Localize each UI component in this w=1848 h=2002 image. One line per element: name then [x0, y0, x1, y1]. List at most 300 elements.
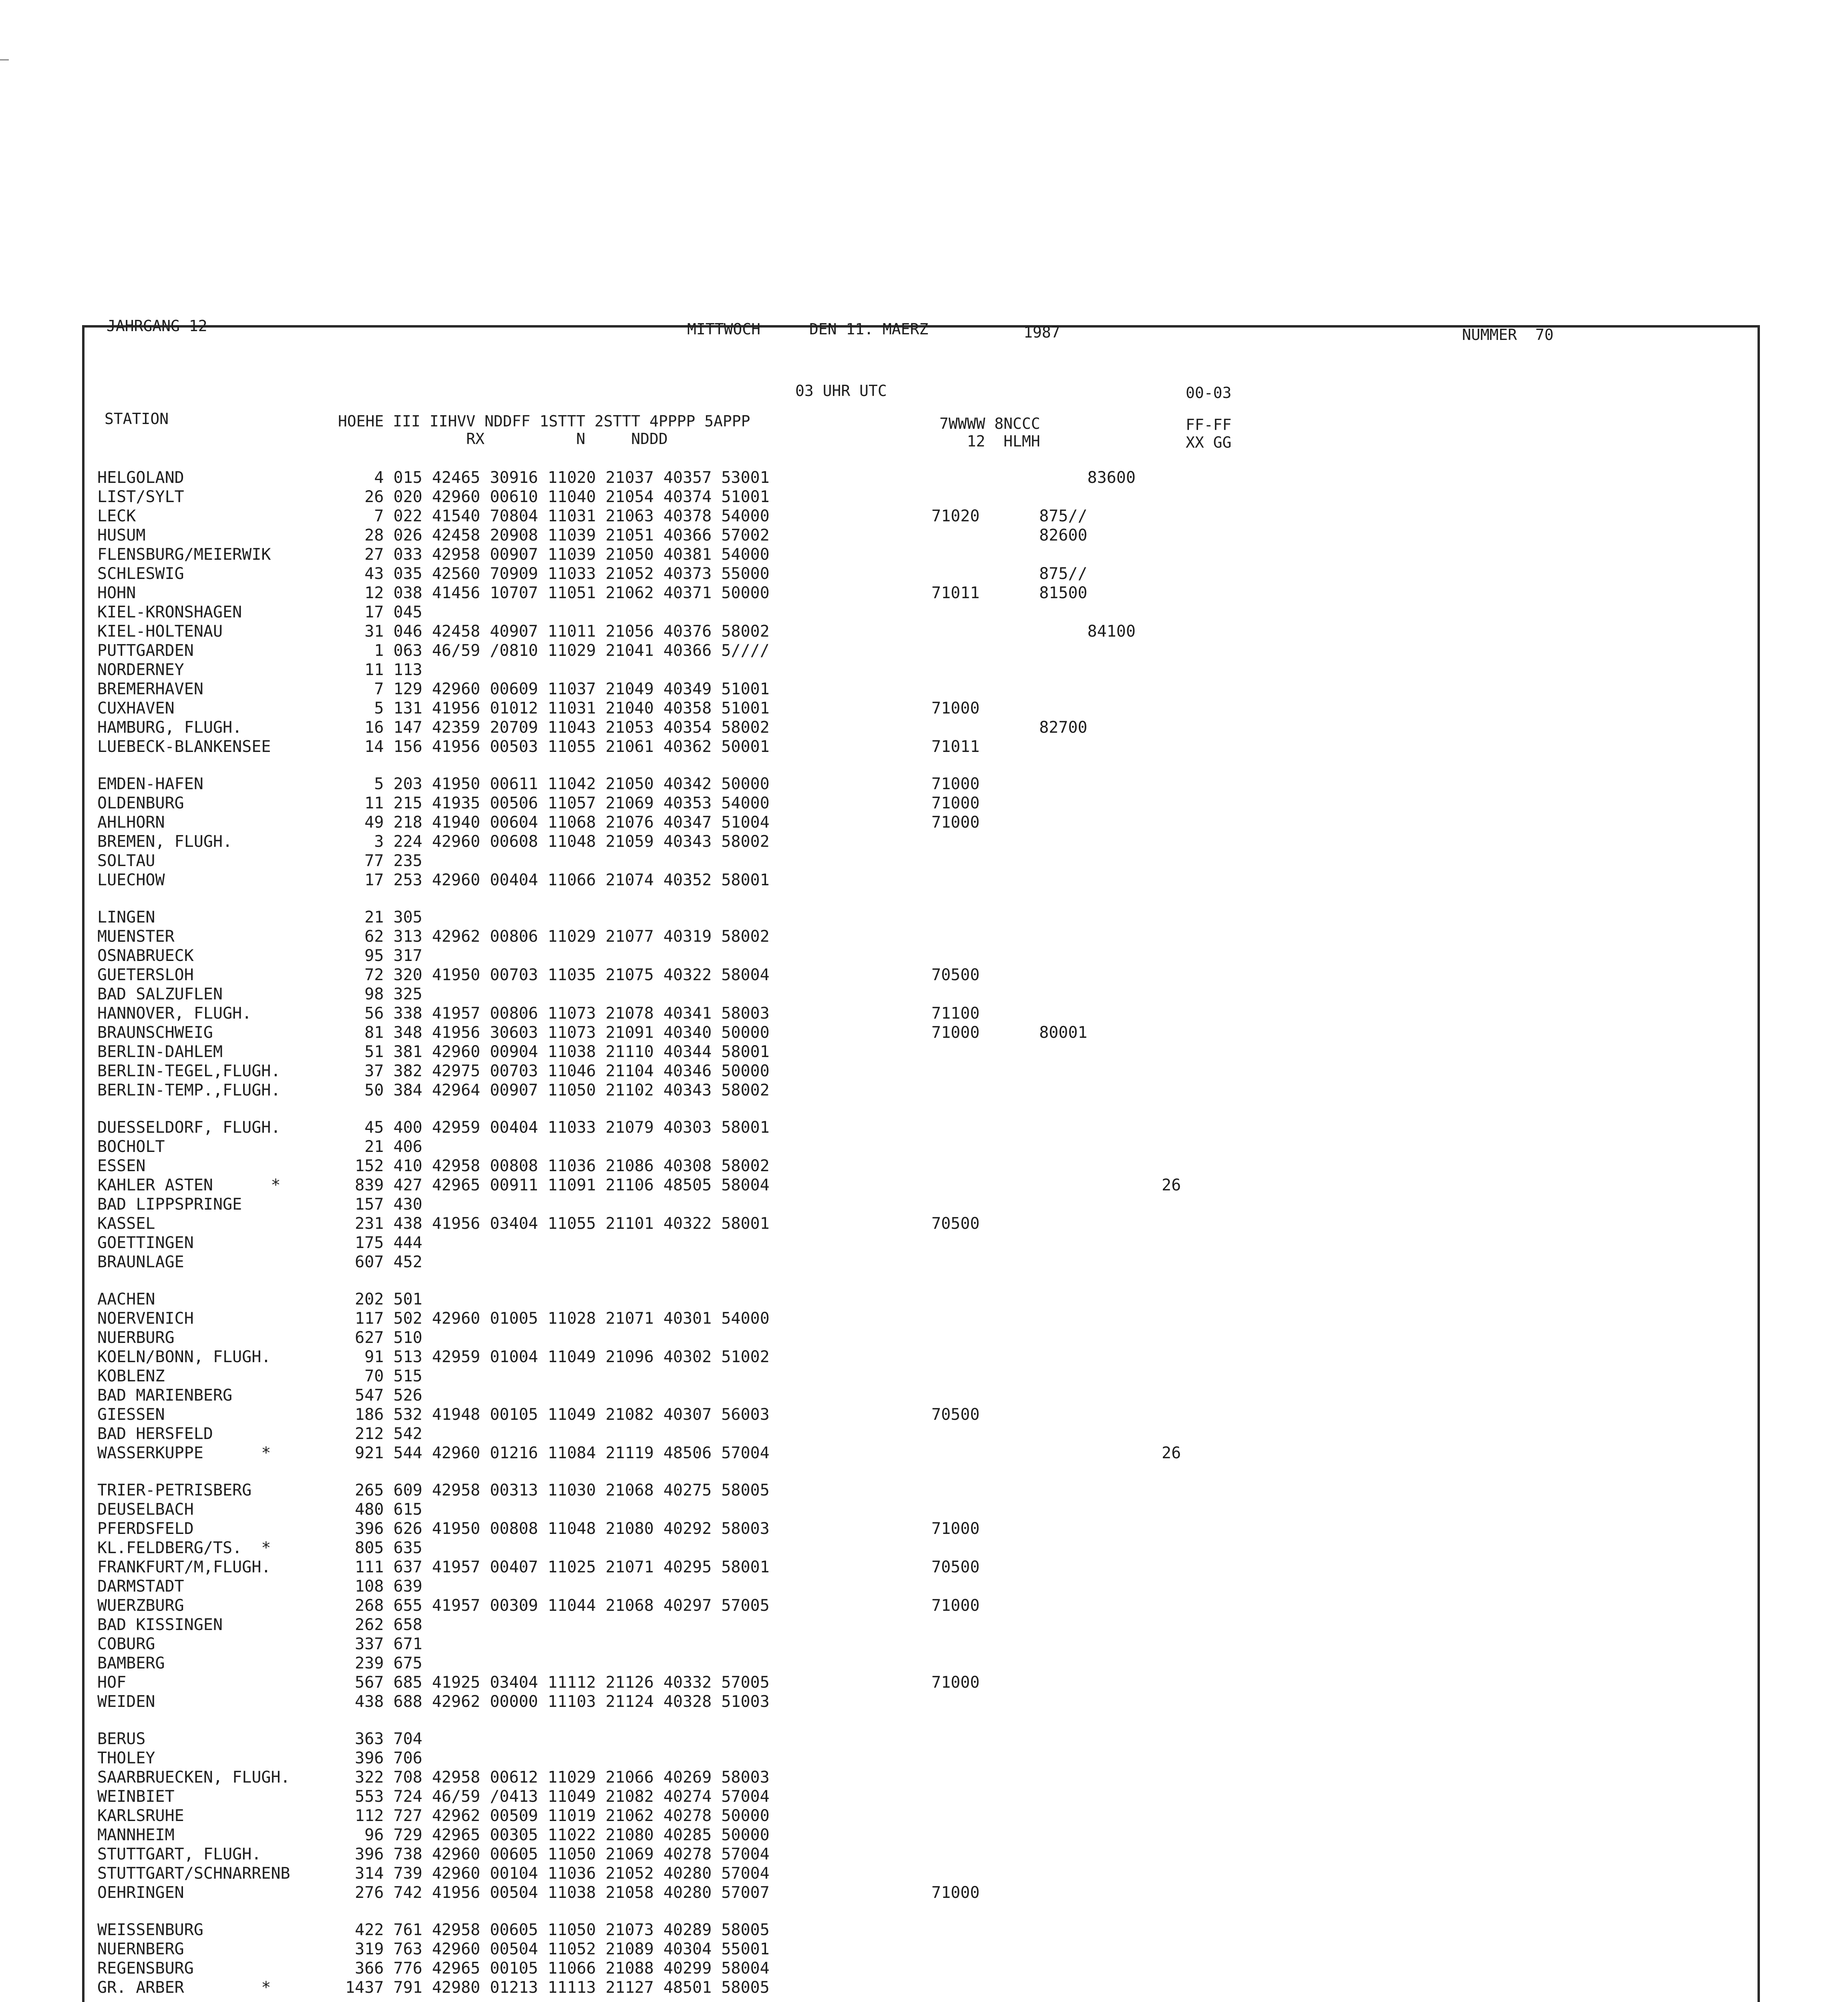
weather-group — [931, 1538, 979, 1558]
gust-value — [1162, 468, 1210, 487]
weather-group — [931, 468, 979, 487]
weather-group — [931, 1233, 979, 1252]
cloud-group — [1030, 851, 1136, 870]
station-values: 1437 791 42980 01213 11113 21127 48501 58005 — [336, 1978, 770, 1997]
gust-value — [1162, 1825, 1210, 1845]
group-spacer — [336, 1272, 770, 1290]
group-spacer — [97, 1997, 290, 2002]
weather-group: 71020 — [931, 507, 980, 525]
station-values: 95 317 — [336, 947, 422, 965]
station-values: 231 438 41956 03404 11055 21101 40322 58001 — [336, 1214, 770, 1233]
station-name: BRAUNSCHWEIG — [97, 1023, 213, 1042]
station-name: NUERBURG — [97, 1329, 175, 1347]
station-name: SAARBRUECKEN, FLUGH. — [97, 1768, 290, 1787]
cloud-group: 875// — [1030, 565, 1088, 583]
station-values: 322 708 42958 00612 11029 21066 40269 58003 — [336, 1768, 770, 1787]
group-spacer — [1162, 1272, 1210, 1290]
station-name: BREMEN, FLUGH. — [97, 832, 233, 851]
cloud-group — [1030, 1405, 1136, 1424]
gust-value — [1162, 1864, 1210, 1883]
station-values: 108 639 — [336, 1577, 422, 1596]
cloud-group — [1030, 1519, 1136, 1538]
station-values: 152 410 42958 00808 11036 21086 40308 58002 — [336, 1157, 770, 1175]
station-values: 1 063 46/59 /0810 11029 21041 40366 5//// — [336, 641, 770, 660]
cloud-group — [1030, 1481, 1136, 1500]
weather-group — [931, 1634, 979, 1654]
group-spacer — [1030, 1100, 1136, 1118]
gust-value — [1162, 774, 1210, 794]
station-values: 438 688 42962 00000 11103 21124 40328 51003 — [336, 1692, 770, 1711]
jahrgang-label: JAHRGANG 12 — [107, 317, 207, 335]
weather-group: 70500 — [931, 966, 980, 984]
cloud-group — [1030, 1290, 1136, 1309]
weather-group — [931, 1118, 979, 1137]
cloud-group — [1030, 1061, 1136, 1081]
cloud-group — [1030, 1615, 1136, 1634]
gust-value — [1162, 1768, 1210, 1787]
station-values: 27 033 42958 00907 11039 21050 40381 54000 — [336, 545, 770, 564]
gust-value — [1162, 1692, 1210, 1711]
cloud-group — [1030, 1118, 1136, 1137]
weather-group — [931, 927, 979, 946]
station-values: 26 020 42960 00610 11040 21054 40374 51001 — [336, 488, 770, 506]
cloud-group — [1030, 1347, 1136, 1367]
station-values: 56 338 41957 00806 11073 21078 40341 58003 — [336, 1004, 770, 1023]
column-header-group7: 7WWWW 8NCCC — [939, 415, 1040, 432]
gust-value — [1162, 927, 1210, 946]
weather-group — [931, 1347, 979, 1367]
weather-group — [931, 1443, 979, 1463]
station-values: 50 384 42964 00907 11050 21102 40343 58002 — [336, 1081, 770, 1099]
group-spacer — [1162, 890, 1210, 908]
weather-group — [931, 603, 979, 622]
station-name: LINGEN — [97, 908, 155, 927]
gust-value — [1162, 1137, 1210, 1156]
gust-value — [1162, 1252, 1210, 1272]
group-spacer — [336, 1463, 770, 1481]
station-values: 111 637 41957 00407 11025 21071 40295 58001 — [336, 1558, 770, 1576]
station-values: 21 305 — [336, 908, 422, 927]
weather-group — [931, 487, 979, 507]
cloud-group — [1030, 1424, 1136, 1443]
station-name: LUECHOW — [97, 871, 165, 889]
station-name: TRIER-PETRISBERG — [97, 1481, 252, 1499]
cloud-group — [1030, 1673, 1136, 1692]
weather-group — [931, 679, 979, 699]
station-name: MUENSTER — [97, 927, 175, 946]
station-values: 7 129 42960 00609 11037 21049 40349 51001 — [336, 680, 770, 698]
gust-value — [1162, 1195, 1210, 1214]
station-values: 314 739 42960 00104 11036 21052 40280 57004 — [336, 1864, 770, 1883]
group-spacer — [931, 1902, 979, 1920]
station-name: DUESSELDORF, FLUGH. — [97, 1118, 281, 1137]
gust-value — [1162, 1214, 1210, 1233]
station-name: PUTTGARDEN — [97, 641, 194, 660]
column-header-ff: FF-FF — [1186, 416, 1232, 434]
gust-value — [1162, 1424, 1210, 1443]
weekday-label: MITTWOCH — [687, 320, 761, 338]
synop-data-column — [336, 468, 770, 2002]
column-header-main-sub: RX N NDDD — [338, 430, 668, 448]
cloud-group — [1030, 1920, 1136, 1940]
station-values: 202 501 — [336, 1290, 422, 1309]
gust-value — [1162, 1081, 1210, 1100]
station-name: HUSUM — [97, 526, 146, 545]
station-values: 547 526 — [336, 1386, 422, 1405]
weather-group — [931, 1787, 979, 1806]
weather-group — [931, 526, 979, 545]
group-spacer — [1030, 1272, 1136, 1290]
gust-value — [1162, 1405, 1210, 1424]
station-name: GUETERSLOH — [97, 966, 194, 984]
group-spacer — [1162, 1711, 1210, 1729]
gust-value — [1162, 603, 1210, 622]
cloud-group — [1030, 985, 1136, 1004]
weather-group — [931, 1806, 979, 1825]
gust-value — [1162, 1978, 1210, 1997]
weather-group — [931, 1729, 979, 1749]
weather-group — [931, 985, 979, 1004]
weather-group: 71000 — [931, 1023, 980, 1042]
group-spacer — [97, 890, 290, 908]
wind-range: 00-03 — [1186, 384, 1232, 402]
weather-group — [931, 1692, 979, 1711]
station-name: NUERNBERG — [97, 1940, 184, 1958]
cloud-group — [1030, 1328, 1136, 1347]
cloud-group — [1030, 813, 1136, 832]
weather-group — [931, 1749, 979, 1768]
station-values: 17 253 42960 00404 11066 21074 40352 58001 — [336, 871, 770, 889]
weather-group — [931, 908, 979, 927]
station-values: 265 609 42958 00313 11030 21068 40275 58005 — [336, 1481, 770, 1499]
gust-value — [1162, 1233, 1210, 1252]
station-name: BOCHOLT — [97, 1138, 165, 1156]
weather-group — [931, 660, 979, 679]
cloud-group — [1030, 1176, 1136, 1195]
station-name: KOBLENZ — [97, 1367, 165, 1385]
station-name: KARLSRUHE — [97, 1807, 184, 1825]
station-name: WUERZBURG — [97, 1596, 184, 1615]
weather-group — [931, 1615, 979, 1634]
weather-group — [931, 1864, 979, 1883]
gust-value — [1162, 1634, 1210, 1654]
weather-group — [931, 1386, 979, 1405]
cloud-group — [1030, 641, 1136, 660]
cloud-group — [1030, 870, 1136, 890]
station-values: 77 235 — [336, 852, 422, 870]
station-values: 4 015 42465 30916 11020 21037 40357 53001 — [336, 468, 770, 487]
gust-value — [1162, 679, 1210, 699]
station-name: HOHN — [97, 584, 136, 602]
group-spacer — [97, 1902, 290, 1920]
station-name: HELGOLAND — [97, 468, 184, 487]
cloud-group — [1030, 1042, 1136, 1061]
station-values: 28 026 42458 20908 11039 21051 40366 57002 — [336, 526, 770, 545]
cloud-group: 83600 — [1030, 468, 1136, 487]
station-values: 480 615 — [336, 1500, 422, 1519]
group-spacer — [1162, 1463, 1210, 1481]
station-values: 607 452 — [336, 1253, 422, 1271]
weather-group — [931, 1061, 979, 1081]
cloud-group — [1030, 1137, 1136, 1156]
station-values: 72 320 41950 00703 11035 21075 40322 58004 — [336, 966, 770, 984]
station-name: BERUS — [97, 1730, 146, 1748]
gust-value — [1162, 1500, 1210, 1519]
station-values: 337 671 — [336, 1635, 422, 1653]
cloud-group — [1030, 1386, 1136, 1405]
group-spacer — [1030, 756, 1136, 774]
group-spacer — [1030, 1902, 1136, 1920]
cloud-group — [1030, 1081, 1136, 1100]
station-name: WASSERKUPPE * — [97, 1444, 271, 1462]
gust-value — [1162, 1290, 1210, 1309]
weather-group: 70500 — [931, 1214, 980, 1233]
weather-group — [931, 832, 979, 851]
cloud-group — [1030, 1500, 1136, 1519]
station-values: 11 113 — [336, 661, 422, 679]
station-name: CUXHAVEN — [97, 699, 175, 718]
station-name: DARMSTADT — [97, 1577, 184, 1596]
station-values: 157 430 — [336, 1195, 422, 1214]
cloud-group: 875// — [1030, 507, 1088, 525]
group-spacer — [1162, 1100, 1210, 1118]
gust-value — [1162, 1749, 1210, 1768]
gust-value — [1162, 737, 1210, 756]
weather-group: 71000 — [931, 1520, 980, 1538]
cloud-group — [1030, 603, 1136, 622]
station-name: BAMBERG — [97, 1654, 165, 1672]
column-header-group7-sub: 12 HLMH — [939, 432, 1040, 450]
cloud-group: 82600 — [1030, 526, 1088, 545]
station-name: KL.FELDBERG/TS. * — [97, 1539, 271, 1557]
cloud-group — [1030, 1806, 1136, 1825]
weather-group — [931, 1768, 979, 1787]
cloud-group — [1030, 1538, 1136, 1558]
station-name: HAMBURG, FLUGH. — [97, 718, 242, 737]
gust-value — [1162, 660, 1210, 679]
cloud-group — [1030, 1959, 1136, 1978]
observation-time: 03 UHR UTC — [795, 382, 887, 400]
group-spacer — [931, 1463, 979, 1481]
gust-value — [1162, 1519, 1210, 1538]
station-name: BAD KISSINGEN — [97, 1616, 223, 1634]
station-name: LIST/SYLT — [97, 488, 184, 506]
weather-group: 71000 — [931, 1883, 980, 1902]
gust-value — [1162, 1883, 1210, 1902]
station-name: KOELN/BONN, FLUGH. — [97, 1348, 271, 1366]
cloud-group — [1030, 487, 1136, 507]
station-name: OSNABRUECK — [97, 947, 194, 965]
issue-number: NUMMER 70 — [1462, 326, 1554, 344]
gust-column — [1162, 468, 1210, 2002]
station-values: 96 729 42965 00305 11022 21080 40285 50000 — [336, 1826, 770, 1844]
group-spacer — [336, 1711, 770, 1729]
cloud-group — [1030, 1729, 1136, 1749]
station-values: 51 381 42960 00904 11038 21110 40344 58001 — [336, 1043, 770, 1061]
cloud-group — [1030, 660, 1136, 679]
station-name: GOETTINGEN — [97, 1234, 194, 1252]
station-values: 17 045 — [336, 603, 422, 621]
cloud-group: 84100 — [1030, 622, 1136, 641]
gust-value — [1162, 526, 1210, 545]
cloud-group — [1030, 1367, 1136, 1386]
cloud-group — [1030, 1309, 1136, 1328]
weather-group — [931, 1424, 979, 1443]
weather-group: 71000 — [931, 1596, 980, 1615]
year-label: 1987 — [1024, 324, 1060, 341]
weather-group-column — [931, 468, 979, 2002]
gust-value — [1162, 946, 1210, 965]
gust-value — [1162, 1042, 1210, 1061]
cloud-group — [1030, 1233, 1136, 1252]
station-values: 627 510 — [336, 1329, 422, 1347]
station-values: 319 763 42960 00504 11052 21089 40304 55001 — [336, 1940, 770, 1958]
weather-group — [931, 1290, 979, 1309]
cloud-group — [1030, 1825, 1136, 1845]
cloud-group — [1030, 1596, 1136, 1615]
station-name: WEIDEN — [97, 1692, 155, 1711]
station-name: NOERVENICH — [97, 1309, 194, 1328]
cloud-group — [1030, 1634, 1136, 1654]
station-name: KIEL-KRONSHAGEN — [97, 603, 242, 621]
cloud-group — [1030, 1558, 1136, 1577]
station-values: 12 038 41456 10707 11051 21062 40371 50000 — [336, 584, 770, 602]
station-values: 16 147 42359 20709 11043 21053 40354 58002 — [336, 718, 770, 737]
cloud-group — [1030, 908, 1136, 927]
group-spacer — [97, 756, 290, 774]
gust-value — [1162, 1386, 1210, 1405]
gust-value — [1162, 1845, 1210, 1864]
gust-value: 26 — [1162, 1444, 1181, 1462]
weather-group — [931, 851, 979, 870]
weather-group — [931, 1825, 979, 1845]
gust-value — [1162, 1004, 1210, 1023]
station-name: BREMERHAVEN — [97, 680, 203, 698]
station-name: BERLIN-DAHLEM — [97, 1043, 223, 1061]
gust-value — [1162, 583, 1210, 603]
weather-group — [931, 1176, 979, 1195]
cloud-group — [1030, 1577, 1136, 1596]
gust-value — [1162, 1118, 1210, 1137]
cloud-group — [1030, 699, 1136, 718]
station-name: KAHLER ASTEN * — [97, 1176, 281, 1194]
gust-value — [1162, 622, 1210, 641]
station-values: 567 685 41925 03404 11112 21126 40332 57005 — [336, 1673, 770, 1692]
station-values: 276 742 41956 00504 11038 21058 40280 57007 — [336, 1883, 770, 1902]
group-spacer — [1162, 1902, 1210, 1920]
station-values: 805 635 — [336, 1539, 422, 1557]
gust-value — [1162, 1959, 1210, 1978]
station-name: GR. ARBER * — [97, 1978, 271, 1997]
weather-group — [931, 1367, 979, 1386]
station-values: 37 382 42975 00703 11046 21104 40346 50000 — [336, 1062, 770, 1080]
gust-value — [1162, 487, 1210, 507]
cloud-group — [1030, 1749, 1136, 1768]
weather-group: 71000 — [931, 1673, 980, 1692]
station-name: BAD SALZUFLEN — [97, 985, 223, 1003]
weather-group: 71000 — [931, 699, 980, 718]
station-values: 268 655 41957 00309 11044 21068 40297 57005 — [336, 1596, 770, 1615]
gust-value — [1162, 870, 1210, 890]
cloud-group — [1030, 1787, 1136, 1806]
weather-group — [931, 1978, 979, 1997]
group-spacer — [1162, 756, 1210, 774]
gust-value — [1162, 1787, 1210, 1806]
column-header-ff-sub: XX GG — [1186, 434, 1232, 451]
weather-group — [931, 1959, 979, 1978]
group-spacer — [931, 1711, 979, 1729]
station-values: 175 444 — [336, 1234, 422, 1252]
cloud-group — [1030, 1004, 1136, 1023]
station-name: SOLTAU — [97, 852, 155, 870]
gust-value — [1162, 1558, 1210, 1577]
weather-group — [931, 870, 979, 890]
gust-value — [1162, 1577, 1210, 1596]
group-spacer — [336, 1902, 770, 1920]
station-name: BAD HERSFELD — [97, 1425, 213, 1443]
station-values: 11 215 41935 00506 11057 21069 40353 54000 — [336, 794, 770, 812]
weather-group: 71011 — [931, 738, 980, 756]
station-values: 921 544 42960 01216 11084 21119 48506 57004 — [336, 1444, 770, 1462]
gust-value — [1162, 851, 1210, 870]
station-name: OEHRINGEN — [97, 1883, 184, 1902]
station-name: NORDERNEY — [97, 661, 184, 679]
gust-value — [1162, 1596, 1210, 1615]
station-name: WEINBIET — [97, 1787, 175, 1806]
weather-group — [931, 622, 979, 641]
station-values: 81 348 41956 30603 11073 21091 40340 50000 — [336, 1023, 770, 1042]
station-name: WEISSENBURG — [97, 1921, 203, 1939]
station-name: LECK — [97, 507, 136, 525]
weather-group: 71000 — [931, 794, 980, 812]
weather-group — [931, 1654, 979, 1673]
station-values: 212 542 — [336, 1425, 422, 1443]
weather-group — [931, 1137, 979, 1156]
station-values: 112 727 42962 00509 11019 21062 40278 50000 — [336, 1807, 770, 1825]
gust-value — [1162, 564, 1210, 583]
gust-value — [1162, 545, 1210, 564]
group-spacer — [1030, 1463, 1136, 1481]
station-values: 239 675 — [336, 1654, 422, 1672]
group-spacer — [97, 1711, 290, 1729]
gust-value — [1162, 1673, 1210, 1692]
cloud-group: 80001 — [1030, 1023, 1088, 1042]
station-name: COBURG — [97, 1635, 155, 1653]
gust-value — [1162, 1940, 1210, 1959]
gust-value — [1162, 985, 1210, 1004]
cloud-group — [1030, 1940, 1136, 1959]
cloud-group — [1030, 1692, 1136, 1711]
station-values: 422 761 42958 00605 11050 21073 40289 58005 — [336, 1921, 770, 1939]
group-spacer — [931, 890, 979, 908]
gust-value — [1162, 699, 1210, 718]
weather-group — [931, 718, 979, 737]
gust-value — [1162, 1654, 1210, 1673]
cloud-group — [1030, 1883, 1136, 1902]
cloud-group — [1030, 1978, 1136, 1997]
station-name: BERLIN-TEMP.,FLUGH. — [97, 1081, 281, 1099]
gust-value — [1162, 1023, 1210, 1042]
station-column — [97, 468, 290, 2002]
station-name: THOLEY — [97, 1749, 155, 1767]
gust-value — [1162, 1367, 1210, 1386]
station-values: 186 532 41948 00105 11049 21082 40307 56003 — [336, 1405, 770, 1424]
station-values: 553 724 46/59 /0413 11049 21082 40274 57004 — [336, 1787, 770, 1806]
station-values: 366 776 42965 00105 11066 21088 40299 58004 — [336, 1959, 770, 1978]
gust-value — [1162, 965, 1210, 985]
weather-group — [931, 1042, 979, 1061]
cloud-group — [1030, 1654, 1136, 1673]
